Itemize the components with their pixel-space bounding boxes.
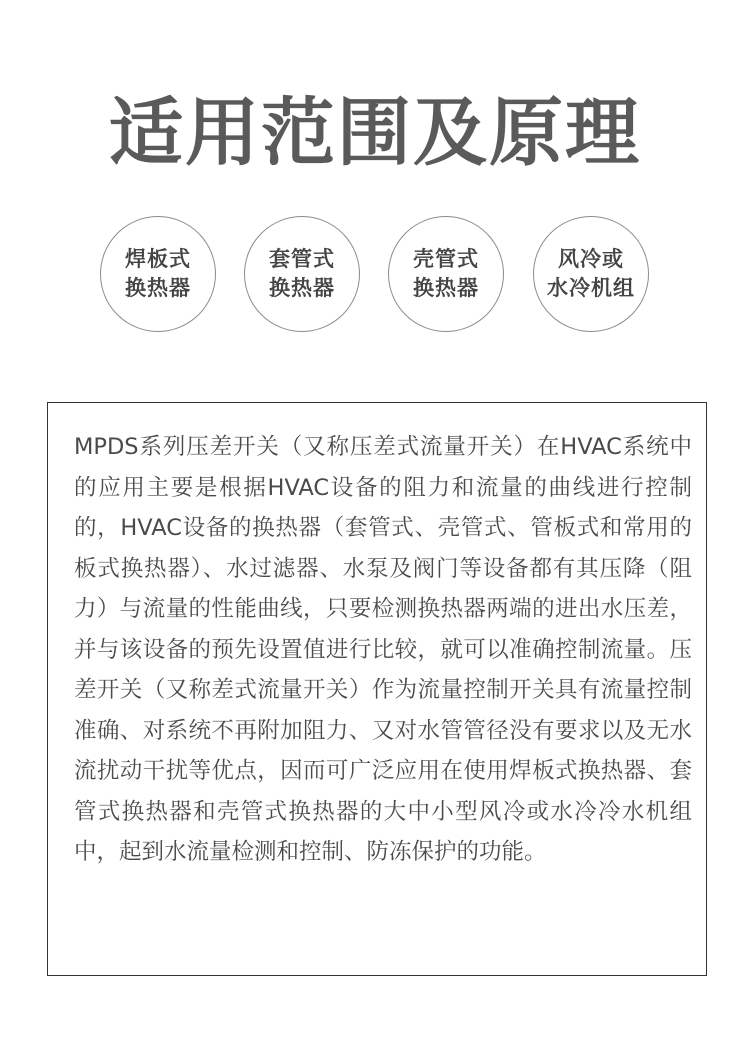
- application-label-line1: 壳管式: [413, 247, 479, 271]
- application-label-line2: 水冷机组: [547, 276, 635, 300]
- application-circle-shell-tube-heat-exchanger: [388, 216, 504, 332]
- description-text: MPDS系列压差开关（又称压差式流量开关）在HVAC系统中的应用主要是根据HVAC设备的阻力和流量的曲线进行控制的，HVAC设备的换热器（套管式、壳管式、管板式和常用的板式换热器）、水过滤器、水泵及阀门等设备都有其压降（阻力）与流量的性能曲线，只要检测换热器两端的进出水压差，并与该设备的预先设置值进行比较，就可以准确控制流量。压差开关（又称差式流量开关）作为流量控制开关具有流量控制准确、对系统不再附加阻力、又对水管管径没有要求以及无水流扰动干扰等优点，因而可广泛应用在使用焊板式换热器、套管式换热器和壳管式换热器的大中小型风冷或水冷冷水机组中，起到水流量检测和控制、防冻保护的功能。: [74, 434, 692, 865]
- application-label-line1: 焊板式: [125, 247, 191, 271]
- application-circle-plate-heat-exchanger: [100, 216, 216, 332]
- application-label-line2: 换热器: [269, 276, 335, 300]
- application-circle-tube-in-tube-heat-exchanger: [244, 216, 360, 332]
- application-list: [0, 216, 750, 336]
- application-circle-chiller-unit: [533, 216, 649, 332]
- application-label-line1: 风冷或: [558, 247, 624, 271]
- application-label-line1: 套管式: [269, 247, 335, 271]
- page-title: 适用范围及原理: [109, 90, 641, 176]
- description-box: [47, 402, 707, 976]
- application-label-line2: 换热器: [125, 276, 191, 300]
- application-label-line2: 换热器: [413, 276, 479, 300]
